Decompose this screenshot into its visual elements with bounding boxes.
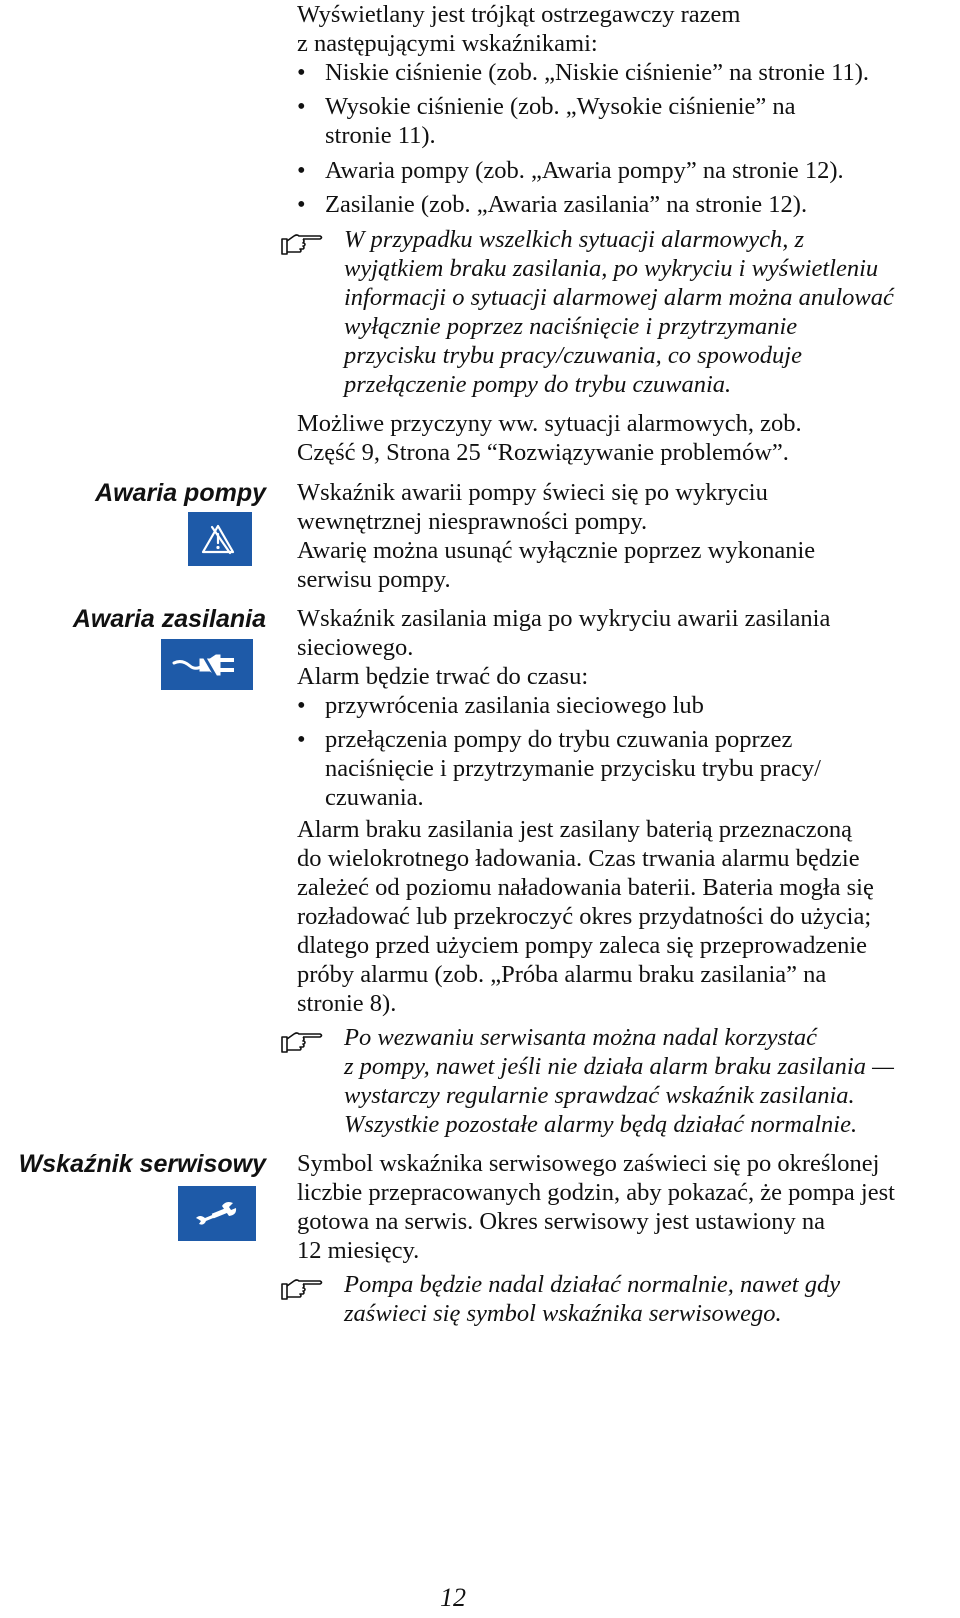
paragraph-line: zależeć od poziomu naładowania baterii. Bateria mogła się xyxy=(297,874,874,901)
list-item: Zasilanie (zob. „Awaria zasilania” na stronie 12). xyxy=(325,191,808,218)
pointing-hand-icon xyxy=(280,1028,324,1054)
list-item: Awaria pompy (zob. „Awaria pompy” na stronie 12). xyxy=(325,157,844,184)
causes-line: Część 9, Strona 25 “Rozwiązywanie problemów”. xyxy=(297,439,789,466)
paragraph-line: dlatego przed użyciem pompy zaleca się przeprowadzenie xyxy=(297,932,868,959)
list-item-cont: czuwania. xyxy=(325,784,424,811)
paragraph-line: stronie 8). xyxy=(297,990,397,1017)
note-line: informacji o sytuacji alarmowej alarm można anulować xyxy=(344,284,894,311)
power-plug-icon xyxy=(172,649,242,681)
paragraph-line: Symbol wskaźnika serwisowego zaświeci się po określonej xyxy=(297,1150,880,1177)
bullet-dot: • xyxy=(297,726,306,753)
list-item-cont: naciśnięcie i przytrzymanie przycisku trybu pracy/ xyxy=(325,755,821,782)
intro-line: z następującymi wskaźnikami: xyxy=(297,30,598,57)
note-line: wyłącznie poprzez naciśnięcie i przytrzymanie xyxy=(344,313,798,340)
paragraph-line: gotowa na serwis. Okres serwisowy jest ustawiony na xyxy=(297,1208,826,1235)
bullet-dot: • xyxy=(297,93,306,120)
pump-failure-indicator xyxy=(188,512,252,566)
list-item: Niskie ciśnienie (zob. „Niskie ciśnienie” na stronie 11). xyxy=(325,59,870,86)
service-indicator-heading: Wskaźnik serwisowy xyxy=(18,1150,266,1178)
note-line: zaświeci się symbol wskaźnika serwisowego. xyxy=(344,1300,782,1327)
paragraph-line: rozładować lub przekroczyć okres przydatności do użycia; xyxy=(297,903,872,930)
bullet-dot: • xyxy=(297,157,306,184)
pointing-hand-icon xyxy=(280,1275,324,1301)
service-indicator xyxy=(178,1186,256,1241)
page-number: 12 xyxy=(440,1583,466,1612)
note-line: wyjątkiem braku zasilania, po wykryciu i wyświetleniu xyxy=(344,255,879,282)
paragraph-line: próby alarmu (zob. „Próba alarmu braku zasilania” na xyxy=(297,961,827,988)
paragraph-line: wewnętrznej niesprawności pompy. xyxy=(297,508,648,535)
warning-triangle-slash-icon xyxy=(198,521,242,557)
pump-failure-heading: Awaria pompy xyxy=(95,479,266,507)
note-line: z pompy, nawet jeśli nie działa alarm braku zasilania — xyxy=(344,1053,894,1080)
list-item-cont: stronie 11). xyxy=(325,122,436,149)
note-line: przełączenie pompy do trybu czuwania. xyxy=(344,371,732,398)
bullet-dot: • xyxy=(297,191,306,218)
power-failure-indicator xyxy=(161,639,253,690)
paragraph-line: Awarię można usunąć wyłącznie poprzez wykonanie xyxy=(297,537,816,564)
paragraph-line: Alarm braku zasilania jest zasilany baterią przeznaczoną xyxy=(297,816,853,843)
pointing-hand-icon xyxy=(280,230,324,256)
list-item: przełączenia pompy do trybu czuwania poprzez xyxy=(325,726,793,753)
note-line: Wszystkie pozostałe alarmy będą działać normalnie. xyxy=(344,1111,858,1138)
paragraph-line: Alarm będzie trwać do czasu: xyxy=(297,663,589,690)
paragraph-line: sieciowego. xyxy=(297,634,414,661)
intro-line: Wyświetlany jest trójkąt ostrzegawczy razem xyxy=(297,1,741,28)
note-line: wystarczy regularnie sprawdzać wskaźnik zasilania. xyxy=(344,1082,855,1109)
power-failure-heading: Awaria zasilania xyxy=(72,605,266,633)
paragraph-line: serwisu pompy. xyxy=(297,566,451,593)
note-line: Po wezwaniu serwisanta można nadal korzystać xyxy=(344,1024,817,1051)
paragraph-line: do wielokrotnego ładowania. Czas trwania alarmu będzie xyxy=(297,845,860,872)
paragraph-line: liczbie przepracowanych godzin, aby pokazać, że pompa jest xyxy=(297,1179,895,1206)
note-line: przycisku trybu pracy/czuwania, co spowoduje xyxy=(344,342,802,369)
note-line: Pompa będzie nadal działać normalnie, nawet gdy xyxy=(344,1271,841,1298)
paragraph-line: Wskaźnik zasilania miga po wykryciu awarii zasilania xyxy=(297,605,831,632)
paragraph-line: 12 miesięcy. xyxy=(297,1237,420,1264)
bullet-dot: • xyxy=(297,692,306,719)
causes-line: Możliwe przyczyny ww. sytuacji alarmowych, zob. xyxy=(297,410,802,437)
paragraph-line: Wskaźnik awarii pompy świeci się po wykryciu xyxy=(297,479,768,506)
list-item: przywrócenia zasilania sieciowego lub xyxy=(325,692,704,719)
wrench-icon xyxy=(192,1197,242,1231)
bullet-dot: • xyxy=(297,59,306,86)
list-item: Wysokie ciśnienie (zob. „Wysokie ciśnienie” na xyxy=(325,93,796,120)
note-line: W przypadku wszelkich sytuacji alarmowych, z xyxy=(344,226,804,253)
